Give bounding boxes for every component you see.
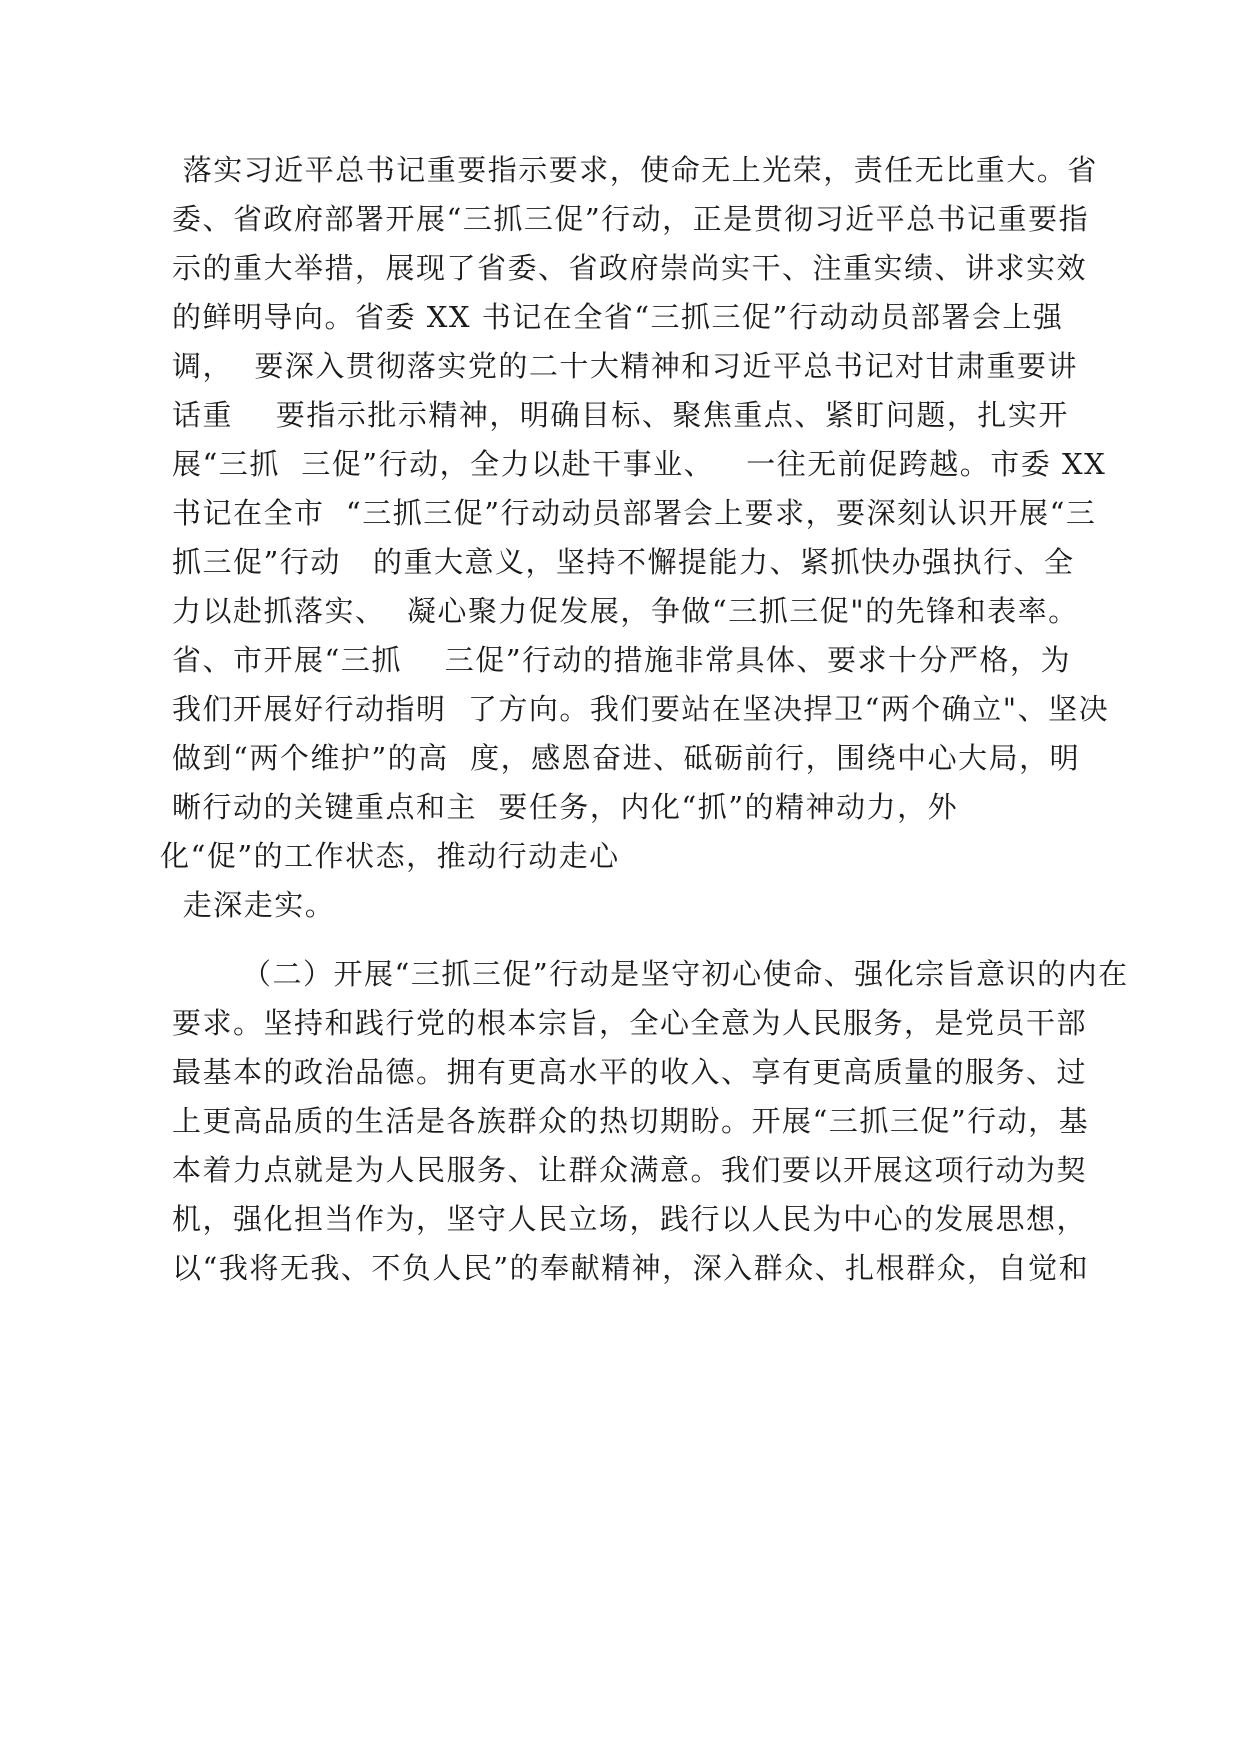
paragraph-line: 走深走实。 bbox=[172, 888, 336, 922]
paragraph-line: 要求。坚持和践行党的根本宗旨，全心全意为人民服务，是党员干部 bbox=[172, 1006, 1088, 1040]
paragraph-line: 委、省政府部署开展“三抓三促”行动，正是贯彻习近平总书记重要指 bbox=[172, 202, 1090, 236]
paragraph-line: 本着力点就是为人民服务、让群众满意。我们要以开展这项行动为契 bbox=[172, 1153, 1088, 1187]
paragraph-line: 我们开展好行动指明 了方向。我们要站在坚决捍卫“两个确立"、坚决 bbox=[172, 692, 1110, 726]
paragraph-line: 抓三促”行动 的重大意义，坚持不懈提能力、紧抓快办强执行、全 bbox=[172, 545, 1075, 579]
paragraph-line: 书记在全市 “三抓三促”行动动员部署会上要求，要深刻认识开展“三 bbox=[172, 496, 1097, 530]
paragraph-line: 落实习近平总书记重要指示要求，使命无上光荣，责任无比重大。省 bbox=[172, 153, 1098, 187]
paragraph-line: 省、市开展“三抓 三促”行动的措施非常具体、要求十分严格，为 bbox=[172, 643, 1072, 677]
paragraph-line: 晰行动的关键重点和主 要任务，内化“抓”的精神动力，外 bbox=[172, 790, 959, 824]
paragraph-line: 化“促”的工作状态，推动行动走心 bbox=[160, 839, 620, 873]
paragraph-line: 话重 要指示批示精神，明确目标、聚焦重点、紧盯问题，扎实开 bbox=[172, 398, 1069, 432]
paragraph-line: 调， 要深入贯彻落实党的二十大精神和习近平总书记对甘肃重要讲 bbox=[172, 349, 1078, 383]
paragraph-line: 以“我将无我、不负人民”的奉献精神，深入群众、扎根群众，自觉和 bbox=[172, 1251, 1090, 1285]
paragraph-line: 做到“两个维护”的高 度，感恩奋进、砥砺前行，围绕中心大局，明 bbox=[172, 741, 1081, 775]
paragraph-line: 示的重大举措，展现了省委、省政府崇尚实干、注重实绩、讲求实效 bbox=[172, 251, 1088, 285]
paragraph-line: 最基本的政治品德。拥有更高水平的收入、享有更高质量的服务、过 bbox=[172, 1055, 1088, 1089]
paragraph-line: 力以赴抓落实、 凝心聚力促发展，争做“三抓三促"的先锋和表率。 bbox=[172, 594, 1079, 628]
paragraph-line: （二）开展“三抓三促”行动是坚守初心使命、强化宗旨意识的内在 bbox=[242, 957, 1129, 991]
paragraph-line: 展“三抓 三促”行动，全力以赴干事业、 一往无前促跨越。市委 XX bbox=[172, 447, 1107, 481]
paragraph-line: 上更高品质的生活是各族群众的热切期盼。开展“三抓三促”行动，基 bbox=[172, 1104, 1090, 1138]
paragraph-line: 的鲜明导向。省委 XX 书记在全省“三抓三促”行动动员部署会上强 bbox=[172, 300, 1064, 334]
paragraph-line: 机，强化担当作为，坚守人民立场，践行以人民为中心的发展思想， bbox=[172, 1202, 1088, 1236]
